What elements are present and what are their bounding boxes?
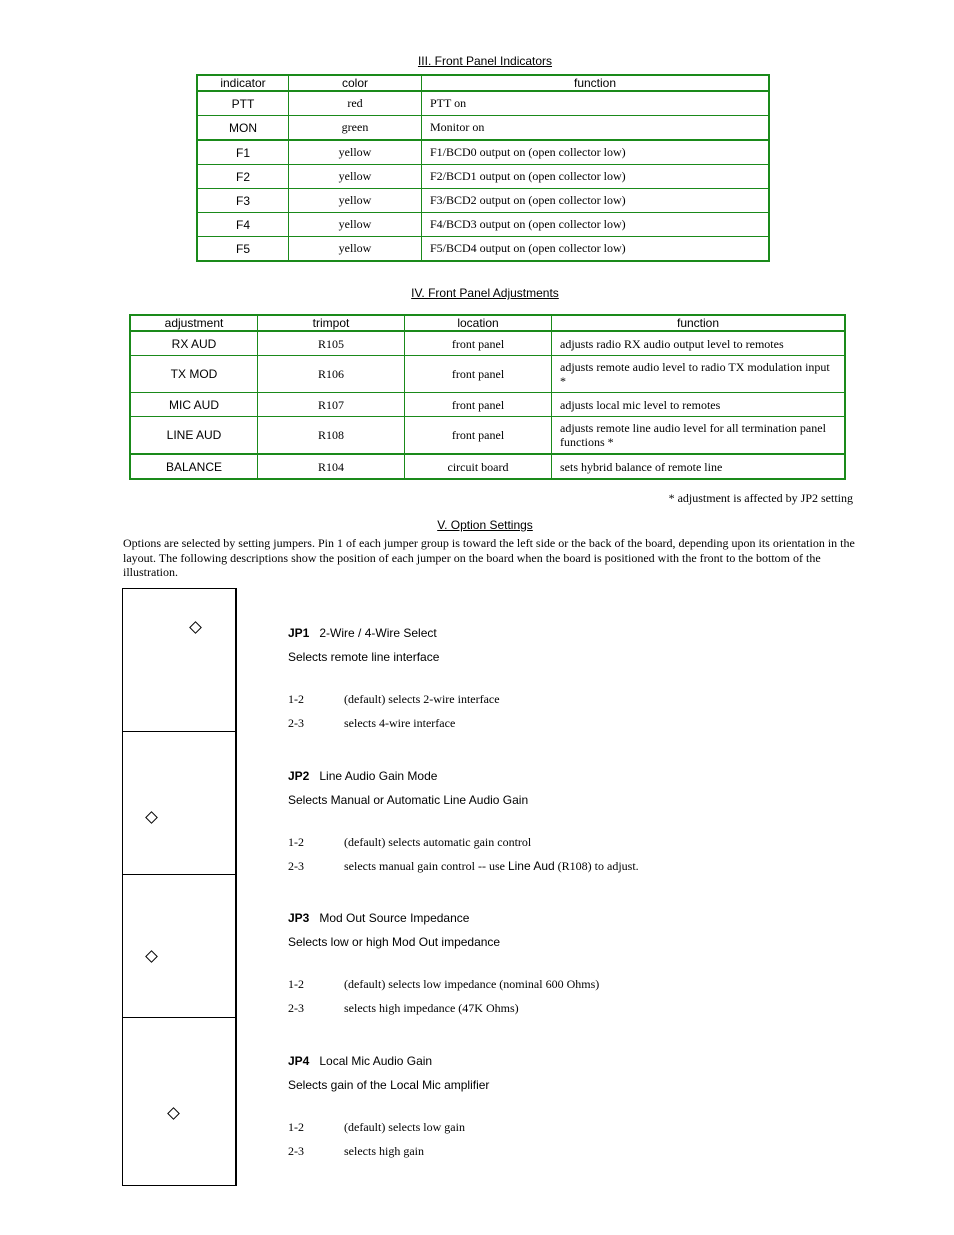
function-cell: F5/BCD4 output on (open collector low) bbox=[422, 237, 770, 262]
jumper-description: Selects Manual or Automatic Line Audio Gain bbox=[288, 793, 529, 807]
option-pins: 2-3 bbox=[288, 716, 304, 730]
jumper-option bbox=[288, 835, 531, 850]
function-cell: F3/BCD2 output on (open collector low) bbox=[422, 189, 770, 213]
trimpot-cell: R106 bbox=[258, 356, 405, 393]
option-pins: 1-2 bbox=[288, 835, 304, 849]
option-text: (default) selects low gain bbox=[344, 1120, 465, 1134]
function-cell: adjusts remote line audio level for all termination panel functions * bbox=[552, 417, 846, 455]
option-text: (R108) to adjust. bbox=[554, 859, 639, 873]
options-intro-paragraph: Options are selected by setting jumpers. Pin 1 of each jumper group is toward the left side or the back of the board, depending upon its orientation in the layout. The following descriptions show the position of each jumper on the board when the board is positioned with the front to the bottom of the illustration. bbox=[123, 536, 855, 579]
column-header: function bbox=[552, 315, 846, 331]
color-cell: green bbox=[289, 116, 422, 141]
adjustment-cell: BALANCE bbox=[130, 454, 258, 479]
jumper-description: Selects low or high Mod Out impedance bbox=[288, 935, 501, 949]
option-text: selects manual gain control -- use bbox=[344, 859, 508, 873]
location-cell: front panel bbox=[405, 331, 552, 356]
table-header-row bbox=[197, 75, 769, 91]
function-cell: PTT on bbox=[422, 91, 770, 116]
jumper-description: Selects gain of the Local Mic amplifier bbox=[288, 1078, 490, 1092]
indicator-cell: F4 bbox=[197, 213, 289, 237]
jp1-jumper-marker-icon bbox=[189, 621, 202, 634]
indicators-table bbox=[196, 74, 770, 262]
indicator-cell: F3 bbox=[197, 189, 289, 213]
table-row bbox=[197, 140, 769, 165]
jumper-heading bbox=[288, 626, 437, 640]
option-pins: 1-2 bbox=[288, 977, 304, 991]
board-layout-diagram bbox=[122, 588, 237, 1186]
table-row bbox=[130, 331, 845, 356]
table-row bbox=[197, 213, 769, 237]
option-pins: 2-3 bbox=[288, 859, 304, 873]
table-row bbox=[197, 116, 769, 141]
column-header: trimpot bbox=[258, 315, 405, 331]
trimpot-cell: R105 bbox=[258, 331, 405, 356]
option-text-control-name: Line Aud bbox=[507, 859, 555, 873]
table-row bbox=[130, 393, 845, 417]
jumper-option bbox=[288, 716, 455, 731]
adjustment-cell: MIC AUD bbox=[130, 393, 258, 417]
trimpot-cell: R108 bbox=[258, 417, 405, 455]
location-cell: front panel bbox=[405, 393, 552, 417]
table-row bbox=[197, 91, 769, 116]
option-pins: 1-2 bbox=[288, 692, 304, 706]
function-cell: adjusts radio RX audio output level to remotes bbox=[552, 331, 846, 356]
indicator-cell: MON bbox=[197, 116, 289, 141]
trimpot-cell: R107 bbox=[258, 393, 405, 417]
board-divider bbox=[123, 874, 235, 875]
option-pins: 1-2 bbox=[288, 1120, 304, 1134]
jumper-name: Local Mic Audio Gain bbox=[319, 1054, 433, 1068]
color-cell: yellow bbox=[289, 189, 422, 213]
column-header: function bbox=[422, 75, 770, 91]
adjustment-cell: TX MOD bbox=[130, 356, 258, 393]
color-cell: red bbox=[289, 91, 422, 116]
table-row bbox=[130, 454, 845, 479]
indicator-cell: PTT bbox=[197, 91, 289, 116]
board-divider bbox=[123, 731, 235, 732]
function-cell: F2/BCD1 output on (open collector low) bbox=[422, 165, 770, 189]
jumper-heading bbox=[288, 911, 469, 925]
color-cell: yellow bbox=[289, 140, 422, 165]
adjustment-cell: LINE AUD bbox=[130, 417, 258, 455]
location-cell: front panel bbox=[405, 417, 552, 455]
option-text: selects 4-wire interface bbox=[344, 716, 456, 730]
table-row bbox=[197, 165, 769, 189]
color-cell: yellow bbox=[289, 165, 422, 189]
jumper-id: JP3 bbox=[288, 911, 310, 925]
option-pins: 2-3 bbox=[288, 1144, 304, 1158]
jumper-option bbox=[288, 1001, 519, 1016]
option-text: (default) selects 2-wire interface bbox=[344, 692, 500, 706]
indicator-cell: F5 bbox=[197, 237, 289, 262]
jumper-option bbox=[288, 859, 639, 874]
option-text: selects high impedance (47K Ohms) bbox=[344, 1001, 519, 1015]
column-header: location bbox=[405, 315, 552, 331]
table-row bbox=[130, 356, 845, 393]
indicator-cell: F2 bbox=[197, 165, 289, 189]
color-cell: yellow bbox=[289, 237, 422, 262]
jumper-heading bbox=[288, 1054, 432, 1068]
function-cell: adjusts local mic level to remotes bbox=[552, 393, 846, 417]
front-panel-indicators-title: III. Front Panel Indicators bbox=[417, 54, 553, 68]
jumper-id: JP2 bbox=[288, 769, 310, 783]
location-cell: front panel bbox=[405, 356, 552, 393]
column-header: adjustment bbox=[130, 315, 258, 331]
adjustment-footnote: * adjustment is affected by JP2 setting bbox=[668, 491, 853, 505]
jp4-jumper-marker-icon bbox=[167, 1107, 180, 1120]
jumper-id: JP4 bbox=[288, 1054, 310, 1068]
option-settings-title: V. Option Settings bbox=[437, 518, 533, 532]
jumper-option bbox=[288, 1120, 465, 1135]
table-row bbox=[197, 189, 769, 213]
option-text: selects high gain bbox=[344, 1144, 424, 1158]
function-cell: F4/BCD3 output on (open collector low) bbox=[422, 213, 770, 237]
function-cell: F1/BCD0 output on (open collector low) bbox=[422, 140, 770, 165]
jp2-jumper-marker-icon bbox=[145, 811, 158, 824]
option-pins: 2-3 bbox=[288, 1001, 304, 1015]
jumper-description: Selects remote line interface bbox=[288, 650, 440, 664]
function-cell: adjusts remote audio level to radio TX modulation input * bbox=[552, 356, 846, 393]
front-panel-adjustments-title: IV. Front Panel Adjustments bbox=[411, 286, 559, 300]
table-row bbox=[197, 237, 769, 262]
column-header: color bbox=[289, 75, 422, 91]
location-cell: circuit board bbox=[405, 454, 552, 479]
jp3-jumper-marker-icon bbox=[145, 950, 158, 963]
jumper-id: JP1 bbox=[288, 626, 310, 640]
color-cell: yellow bbox=[289, 213, 422, 237]
jumper-name: Line Audio Gain Mode bbox=[319, 769, 438, 783]
trimpot-cell: R104 bbox=[258, 454, 405, 479]
function-cell: sets hybrid balance of remote line bbox=[552, 454, 846, 479]
table-row bbox=[130, 417, 845, 455]
jumper-option bbox=[288, 1144, 424, 1159]
table-header-row bbox=[130, 315, 845, 331]
adjustments-table bbox=[129, 314, 846, 480]
function-cell: Monitor on bbox=[422, 116, 770, 141]
column-header: indicator bbox=[197, 75, 289, 91]
option-text: (default) selects low impedance (nominal 600 Ohms) bbox=[344, 977, 600, 991]
jumper-option bbox=[288, 692, 500, 707]
jumper-option bbox=[288, 977, 599, 992]
jumper-heading bbox=[288, 769, 437, 783]
indicator-cell: F1 bbox=[197, 140, 289, 165]
jumper-name: Mod Out Source Impedance bbox=[319, 911, 470, 925]
option-text: (default) selects automatic gain control bbox=[344, 835, 532, 849]
jumper-name: 2-Wire / 4-Wire Select bbox=[319, 626, 437, 640]
board-divider bbox=[123, 1017, 235, 1018]
adjustment-cell: RX AUD bbox=[130, 331, 258, 356]
